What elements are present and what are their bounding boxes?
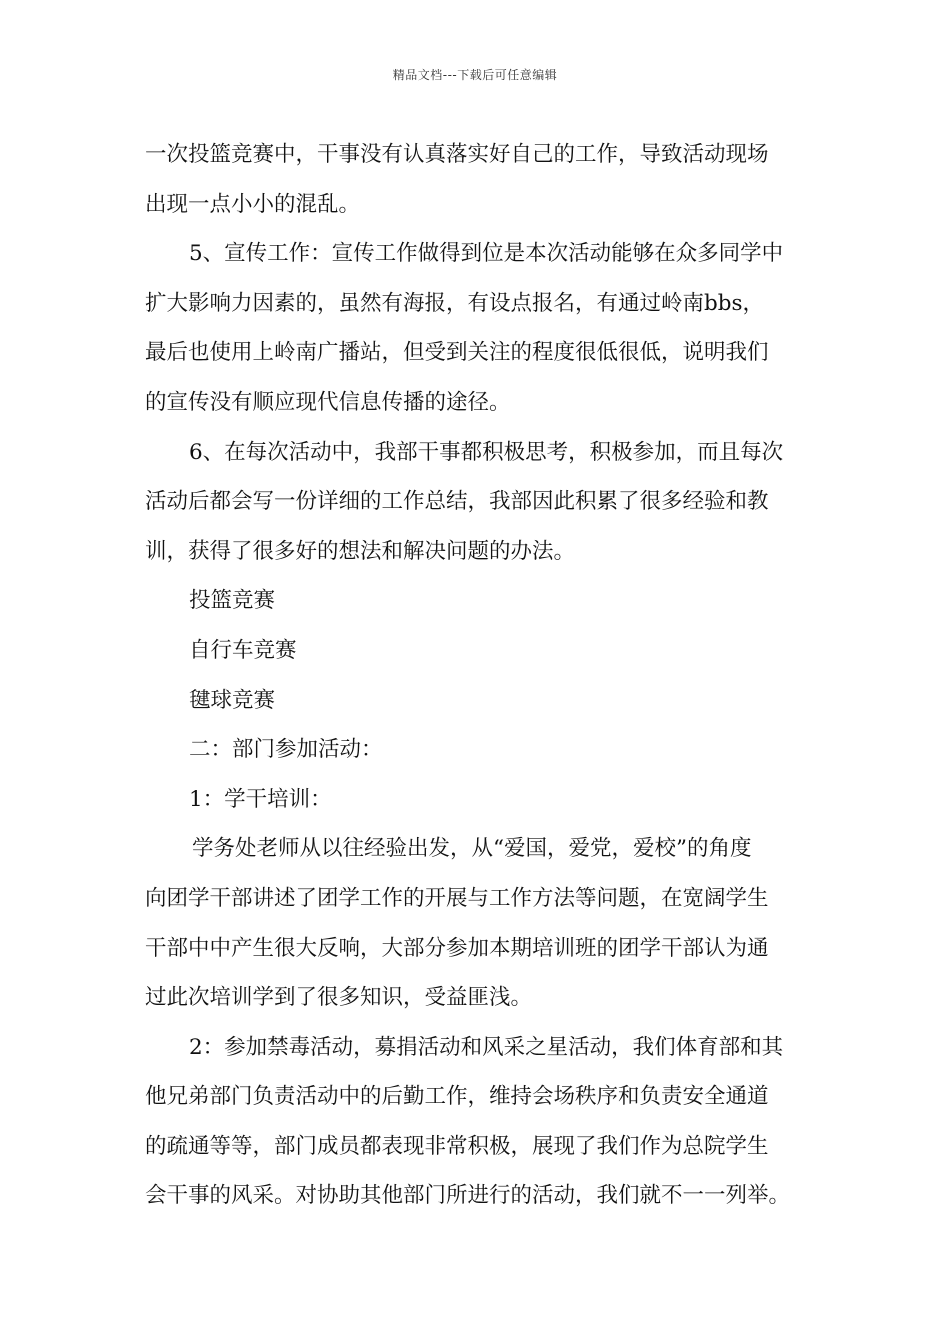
list-item: 毽球竞赛 xyxy=(189,687,276,713)
text-line: 学务处老师从以往经验出发，从“爱国，爱党，爱校”的角度 xyxy=(192,836,752,862)
text-line: 过此次培训学到了很多知识，受益匪浅。 xyxy=(145,985,533,1011)
text-line: 干部中中产生很大反响，大部分参加本期培训班的团学干部认为通 xyxy=(145,935,769,961)
text-line: 一次投篮竞赛中，干事没有认真落实好自己的工作，导致活动现场 xyxy=(145,142,769,167)
text-line: 向团学干部讲述了团学工作的开展与工作方法等问题，在宽阔学生 xyxy=(145,885,769,911)
text-line: 2：参加禁毒活动，募捐活动和风采之星活动，我们体育部和其 xyxy=(189,1034,784,1060)
text-line: 训，获得了很多好的想法和解决问题的办法。 xyxy=(145,538,576,564)
text-line: 出现一点小小的混乱。 xyxy=(145,191,361,217)
text-line: 最后也使用上岭南广播站，但受到关注的程度很低很低，说明我们 xyxy=(145,340,769,366)
text-line: 5、宣传工作：宣传工作做得到位是本次活动能够在众多同学中 xyxy=(189,241,784,267)
text-line: 的疏通等等，部门成员都表现非常积极，展现了我们作为总院学生 xyxy=(145,1133,769,1159)
text-line: 活动后都会写一份详细的工作总结，我部因此积累了很多经验和教 xyxy=(145,489,769,515)
list-item: 投篮竞赛 xyxy=(189,588,276,614)
subsection-heading: 1：学干培训： xyxy=(189,786,332,812)
list-item: 自行车竞赛 xyxy=(189,637,297,663)
page-header: 精品文档---下载后可任意编辑 xyxy=(392,68,558,82)
text-line: 他兄弟部门负责活动中的后勤工作，维持会场秩序和负责安全通道 xyxy=(145,1084,769,1110)
text-line: 会干事的风采。对协助其他部门所进行的活动，我们就不一一列举。 xyxy=(145,1183,791,1209)
text-line: 6、在每次活动中，我部干事都积极思考，积极参加，而且每次 xyxy=(189,439,784,465)
text-line: 扩大影响力因素的，虽然有海报，有设点报名，有通过岭南bbs， xyxy=(145,290,765,316)
text-line: 的宣传没有顺应现代信息传播的途径。 xyxy=(145,389,511,415)
section-heading: 二：部门参加活动： xyxy=(189,737,383,763)
document-body xyxy=(145,130,825,1221)
